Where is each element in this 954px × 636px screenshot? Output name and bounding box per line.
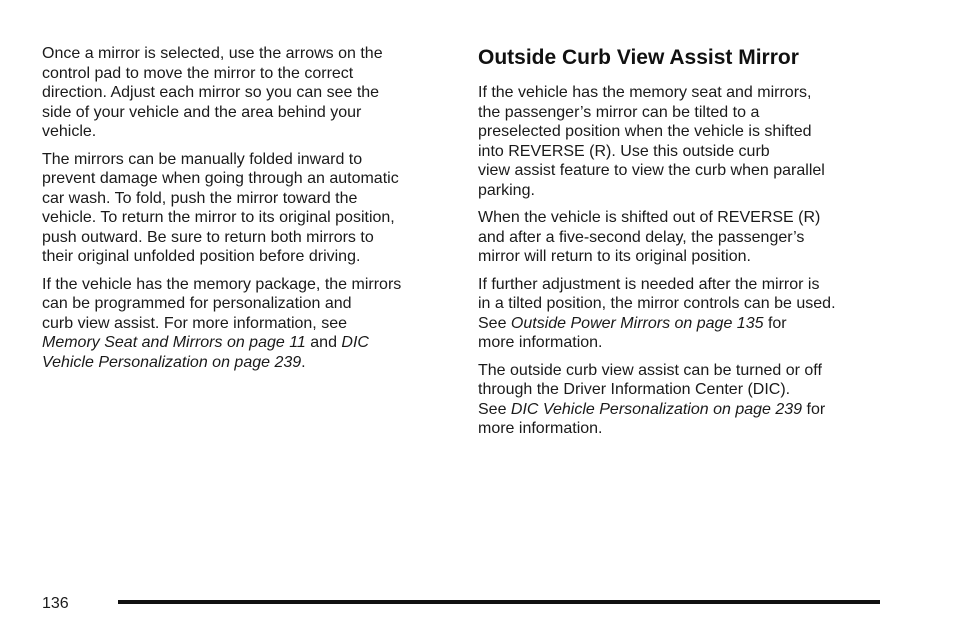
- text-segment: .: [301, 353, 306, 371]
- text-segment: The outside curb view assist can be turned or off through the Driver Information Center (DIC). See: [478, 361, 822, 418]
- right-column: [478, 44, 898, 447]
- paragraph-mirror-fold: The mirrors can be manually folded inward to prevent damage when going through an automatic car wash. To fold, push the mirror toward the vehicle. To return the mirror to its original position, push outward. Be sure to return both mirrors to their original unfolded position before driving.: [42, 150, 399, 265]
- paragraph-curb-view-intro: If the vehicle has the memory seat and mirrors, the passenger’s mirror can be tilted to a preselected position when the vehicle is shifted into REVERSE (R). Use this outside curb view assist feature to view the curb when parallel parking.: [478, 84, 825, 199]
- section-heading: Outside Curb View Assist Mirror: [478, 46, 799, 69]
- footer-rule: [118, 600, 880, 604]
- text-segment: and: [305, 334, 342, 351]
- left-column: [42, 44, 452, 380]
- paragraph-reverse-return: When the vehicle is shifted out of REVERSE (R) and after a five-second delay, the passenger’s mirror will return to its original position.: [478, 209, 821, 265]
- paragraph-further-adjustment: [478, 275, 898, 353]
- paragraph-mirror-adjust: Once a mirror is selected, use the arrows on the control pad to move the mirror to the correct direction. Adjust each mirror so you can see the side of your vehicle and the area behind your vehicle.: [42, 45, 383, 140]
- paragraph-turn-off: [478, 361, 898, 439]
- cross-reference-outside-power-mirrors[interactable]: Outside Power Mirrors on page 135: [510, 314, 764, 332]
- cross-reference-memory-seat[interactable]: Memory Seat and Mirrors on page 11: [42, 334, 306, 351]
- paragraph-memory-package: [42, 275, 452, 373]
- text-segment: for more information.: [478, 400, 826, 437]
- cross-reference-dic-personalization[interactable]: DIC Vehicle Personalization on page 239: [42, 334, 369, 371]
- text-segment: If further adjustment is needed after the mirror is in a tilted position, the mirror controls can be used. See: [478, 275, 836, 332]
- page-number: 136: [42, 595, 69, 612]
- text-segment: for more information.: [478, 314, 787, 351]
- text-segment: If the vehicle has the memory package, the mirrors can be programmed for personalization and curb view assist. For more information, see: [42, 275, 402, 332]
- cross-reference-dic-vehicle-personalization[interactable]: DIC Vehicle Personalization on page 239: [510, 400, 803, 418]
